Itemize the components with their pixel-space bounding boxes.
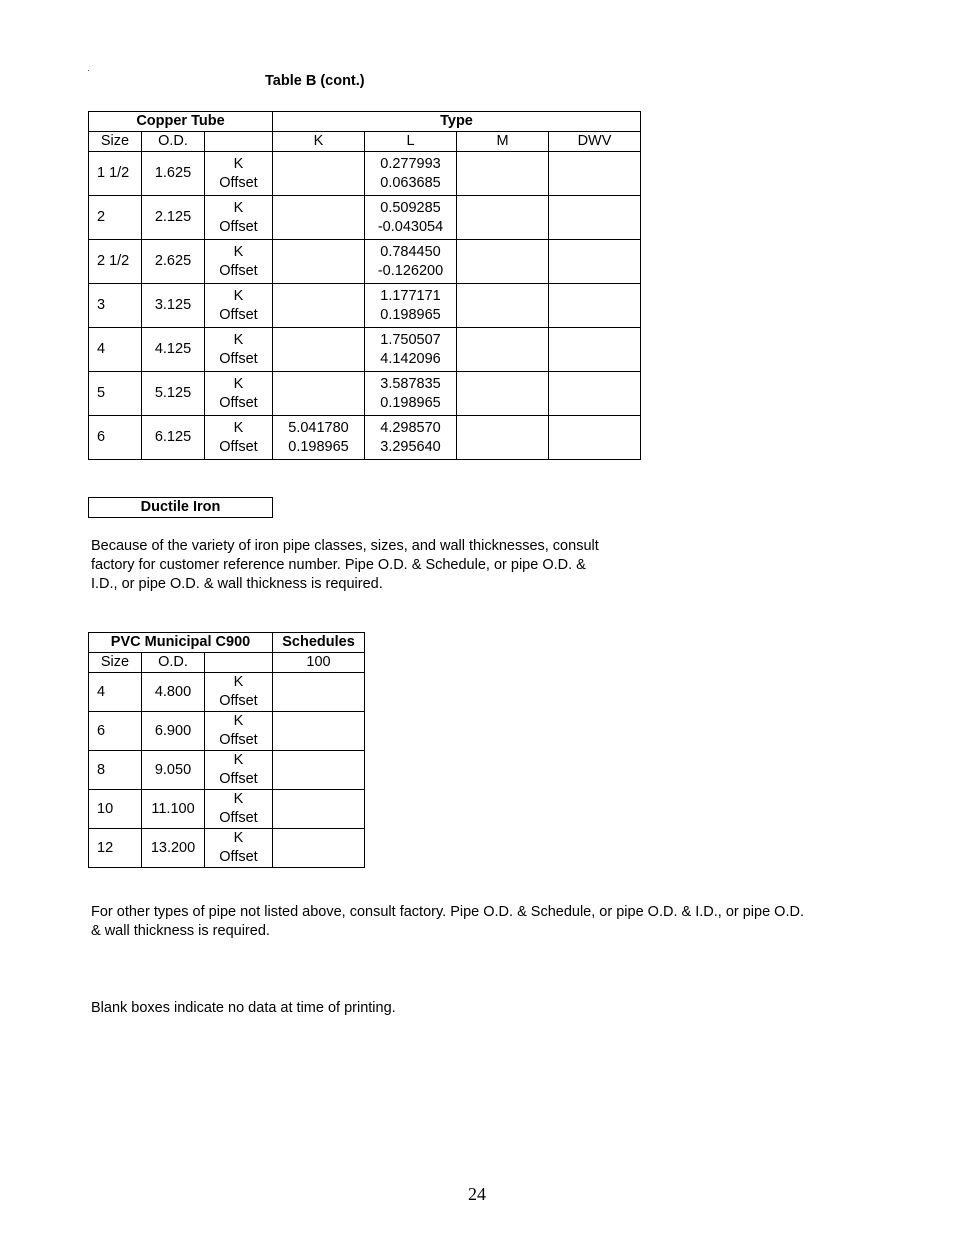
type-m-cell [457, 328, 549, 372]
col-param [205, 132, 273, 152]
col-od: O.D. [142, 132, 205, 152]
type-k-cell [273, 196, 365, 240]
param-cell-line2: Offset [219, 849, 258, 865]
table-row [89, 152, 641, 196]
page-title: Table B (cont.) [265, 73, 365, 89]
param-cell-line2: Offset [219, 174, 258, 191]
param-cell-line2: Offset [219, 394, 258, 411]
type-dwv-cell [549, 240, 641, 284]
schedule-100-cell [273, 829, 365, 868]
type-l-cell-line2: 0.198965 [380, 394, 441, 411]
schedules-header: Schedules [273, 633, 365, 653]
param-cell-line2: Offset [219, 771, 258, 787]
table-row [89, 829, 365, 868]
type-l-cell-line2: 0.063685 [380, 174, 441, 191]
col-od: O.D. [142, 653, 205, 673]
type-l-cell-line1: 4.298570 [380, 419, 441, 436]
param-cell-line2: Offset [219, 732, 258, 748]
param-cell [205, 372, 273, 416]
col-size: Size [89, 132, 142, 152]
type-l-cell [365, 416, 457, 460]
param-cell-line2: Offset [219, 438, 258, 455]
col-size: Size [89, 653, 142, 673]
pvc-column-row [89, 653, 365, 673]
param-cell-line2: Offset [219, 810, 258, 826]
param-cell [205, 328, 273, 372]
type-k-cell [273, 416, 365, 460]
table-row [89, 240, 641, 284]
size-cell: 2 1/2 [89, 240, 142, 284]
page-number: 24 [468, 1184, 486, 1204]
table-row [89, 751, 365, 790]
blank-boxes-note: Blank boxes indicate no data at time of printing. [91, 1000, 396, 1016]
table-row [89, 673, 365, 712]
size-cell: 4 [89, 673, 142, 712]
type-k-cell-line2: 0.198965 [288, 438, 349, 455]
copper-tube-header: Copper Tube [89, 112, 273, 132]
od-cell: 1.625 [142, 152, 205, 196]
size-cell: 1 1/2 [89, 152, 142, 196]
param-cell [205, 416, 273, 460]
param-cell-line1: K [233, 243, 244, 260]
type-l-cell-line2: -0.126200 [377, 262, 444, 279]
param-cell-line1: K [233, 674, 244, 690]
type-l-cell-line1: 0.784450 [380, 243, 441, 260]
param-cell [205, 829, 273, 868]
type-l-cell-line1: 1.750507 [380, 331, 441, 348]
size-cell: 12 [89, 829, 142, 868]
param-cell-line2: Offset [219, 262, 258, 279]
type-dwv-cell [549, 416, 641, 460]
type-l-cell-line1: 1.177171 [380, 287, 441, 304]
type-l-cell [365, 196, 457, 240]
param-cell-line1: K [233, 752, 244, 768]
col-dwv: DWV [549, 132, 641, 152]
type-l-cell-line2: 0.198965 [380, 306, 441, 323]
od-cell: 11.100 [142, 790, 205, 829]
size-cell: 3 [89, 284, 142, 328]
param-cell-line1: K [233, 713, 244, 729]
pvc-header: PVC Municipal C900 [89, 633, 273, 653]
type-header: Type [273, 112, 641, 132]
type-k-cell [273, 328, 365, 372]
table-row [89, 372, 641, 416]
type-k-cell [273, 240, 365, 284]
od-cell: 4.125 [142, 328, 205, 372]
param-cell-line1: K [233, 830, 244, 846]
type-l-cell-line2: 4.142096 [380, 350, 441, 367]
type-l-cell [365, 284, 457, 328]
type-l-cell-line1: 0.509285 [380, 199, 441, 216]
type-dwv-cell [549, 372, 641, 416]
type-k-cell-line1: 5.041780 [288, 419, 349, 436]
param-cell-line2: Offset [219, 218, 258, 235]
other-pipe-text: For other types of pipe not listed above, consult factory. Pipe O.D. & Schedule, or pipe O.D. & I.D., or pipe O.D. & wall thickness is required. [91, 904, 804, 939]
param-cell [205, 284, 273, 328]
table-row [89, 196, 641, 240]
ductile-iron-text: Because of the variety of iron pipe classes, sizes, and wall thicknesses, consult factory for customer reference number. Pipe O.D. & Schedule, or pipe O.D. & I.D., or pipe O.D. & wall thickness is required. [91, 538, 599, 592]
param-cell-line1: K [233, 375, 244, 392]
size-cell: 6 [89, 416, 142, 460]
param-cell [205, 712, 273, 751]
param-cell [205, 751, 273, 790]
param-cell-line2: Offset [219, 306, 258, 323]
copper-header-row [89, 112, 641, 132]
param-cell-line1: K [233, 791, 244, 807]
col-param [205, 653, 273, 673]
type-dwv-cell [549, 152, 641, 196]
param-cell [205, 152, 273, 196]
type-l-cell [365, 328, 457, 372]
schedule-100-cell [273, 751, 365, 790]
type-m-cell [457, 372, 549, 416]
table-row [89, 416, 641, 460]
stray-mark [88, 70, 89, 71]
param-cell-line2: Offset [219, 693, 258, 709]
size-cell: 8 [89, 751, 142, 790]
type-m-cell [457, 416, 549, 460]
ductile-iron-label: Ductile Iron [88, 497, 273, 518]
type-l-cell-line2: -0.043054 [377, 218, 444, 235]
col-l: L [365, 132, 457, 152]
type-dwv-cell [549, 328, 641, 372]
od-cell: 5.125 [142, 372, 205, 416]
param-cell-line2: Offset [219, 350, 258, 367]
type-l-cell [365, 372, 457, 416]
schedule-100-cell [273, 673, 365, 712]
type-l-cell [365, 152, 457, 196]
type-k-cell [273, 284, 365, 328]
pvc-table [88, 632, 365, 868]
od-cell: 6.900 [142, 712, 205, 751]
col-k: K [273, 132, 365, 152]
type-m-cell [457, 196, 549, 240]
table-row [89, 328, 641, 372]
table-row [89, 712, 365, 751]
col-100: 100 [273, 653, 365, 673]
od-cell: 13.200 [142, 829, 205, 868]
size-cell: 6 [89, 712, 142, 751]
type-k-cell [273, 152, 365, 196]
type-dwv-cell [549, 196, 641, 240]
size-cell: 5 [89, 372, 142, 416]
type-dwv-cell [549, 284, 641, 328]
od-cell: 3.125 [142, 284, 205, 328]
param-cell [205, 196, 273, 240]
param-cell-line1: K [233, 419, 244, 436]
size-cell: 2 [89, 196, 142, 240]
od-cell: 6.125 [142, 416, 205, 460]
copper-tube-table [88, 111, 641, 460]
type-l-cell-line1: 0.277993 [380, 155, 441, 172]
size-cell: 10 [89, 790, 142, 829]
schedule-100-cell [273, 790, 365, 829]
param-cell-line1: K [233, 287, 244, 304]
od-cell: 2.125 [142, 196, 205, 240]
param-cell-line1: K [233, 155, 244, 172]
param-cell [205, 240, 273, 284]
param-cell [205, 673, 273, 712]
od-cell: 9.050 [142, 751, 205, 790]
type-k-cell [273, 372, 365, 416]
pvc-header-row [89, 633, 365, 653]
type-m-cell [457, 152, 549, 196]
schedule-100-cell [273, 712, 365, 751]
param-cell [205, 790, 273, 829]
type-l-cell-line2: 3.295640 [380, 438, 441, 455]
size-cell: 4 [89, 328, 142, 372]
type-m-cell [457, 240, 549, 284]
od-cell: 4.800 [142, 673, 205, 712]
type-l-cell [365, 240, 457, 284]
table-row [89, 790, 365, 829]
copper-column-row [89, 132, 641, 152]
table-row [89, 284, 641, 328]
type-l-cell-line1: 3.587835 [380, 375, 441, 392]
od-cell: 2.625 [142, 240, 205, 284]
col-m: M [457, 132, 549, 152]
type-m-cell [457, 284, 549, 328]
param-cell-line1: K [233, 199, 244, 216]
param-cell-line1: K [233, 331, 244, 348]
